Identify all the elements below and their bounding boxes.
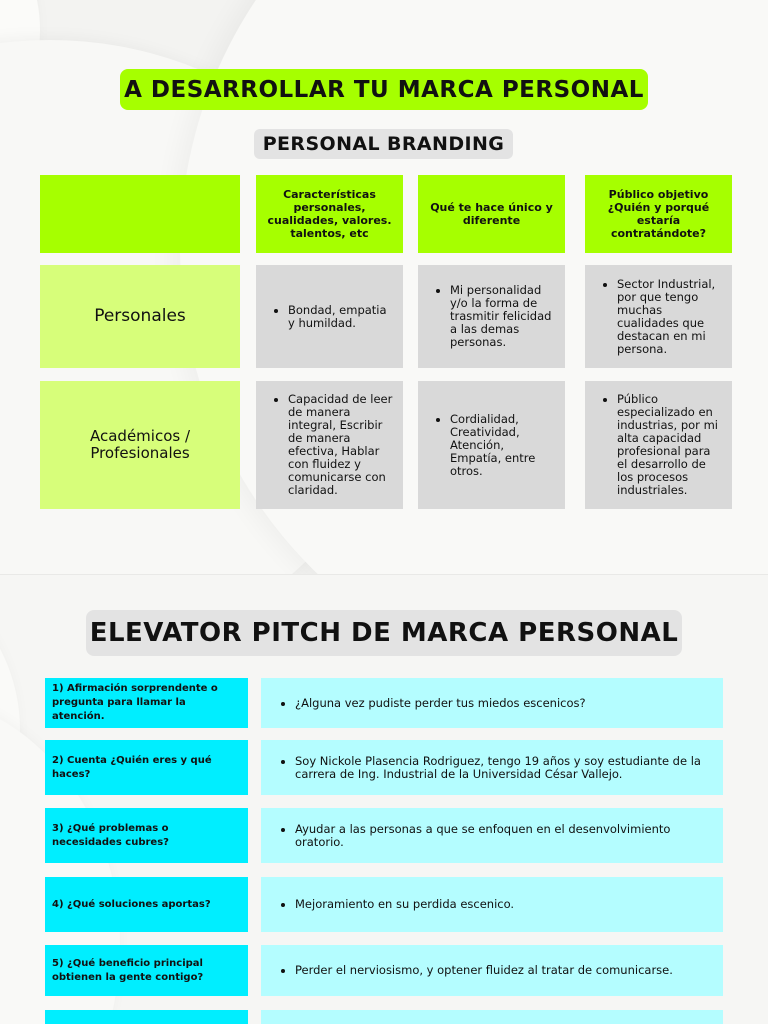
table-header-characteristics: Características personales, cualidades, valores. talentos, etc bbox=[256, 175, 403, 253]
cell-text: • Mi personalidad y/o la forma de trasmitir felicidad a las demas personas. bbox=[450, 284, 555, 349]
pitch-question-partial bbox=[45, 1010, 248, 1024]
table-cell bbox=[418, 265, 565, 368]
table-cell bbox=[256, 381, 403, 509]
table-cell bbox=[256, 265, 403, 368]
pitch-answer-partial bbox=[261, 1010, 723, 1024]
answer-text: • ¿Alguna vez pudiste perder tus miedos escenicos? bbox=[295, 697, 586, 710]
pitch-answer bbox=[261, 877, 723, 932]
pitch-answer bbox=[261, 740, 723, 795]
row-label-academicos: Académicos / Profesionales bbox=[40, 381, 240, 509]
page-title: A DESARROLLAR TU MARCA PERSONAL bbox=[120, 69, 648, 110]
pitch-answer bbox=[261, 808, 723, 863]
pitch-question: 4) ¿Qué soluciones aportas? bbox=[45, 877, 248, 932]
cell-text: • Público especializado en industrias, por mi alta capacidad profesional para el desarrollo de los procesos industriales. bbox=[617, 393, 722, 497]
pitch-answer bbox=[261, 945, 723, 996]
pitch-title: ELEVATOR PITCH DE MARCA PERSONAL bbox=[86, 610, 682, 656]
table-cell bbox=[585, 265, 732, 368]
cell-text: • Sector Industrial, por que tengo muchas cualidades que destacan en mi persona. bbox=[617, 278, 722, 356]
pitch-question: 1) Afirmación sorprendente o pregunta para llamar la atención. bbox=[45, 678, 248, 728]
table-cell bbox=[585, 381, 732, 509]
table-header-empty bbox=[40, 175, 240, 253]
answer-text: • Soy Nickole Plasencia Rodriguez, tengo 19 años y soy estudiante de la carrera de Ing. Industrial de la Universidad César Vallejo. bbox=[295, 755, 709, 781]
table-header-unique: Qué te hace único y diferente bbox=[418, 175, 565, 253]
pitch-question: 2) Cuenta ¿Quién eres y qué haces? bbox=[45, 740, 248, 795]
row-label-personales: Personales bbox=[40, 265, 240, 368]
cell-text: • Bondad, empatia y humildad. bbox=[288, 304, 393, 330]
table-cell bbox=[418, 381, 565, 509]
cell-text: • Capacidad de leer de manera integral, Escribir de manera efectiva, Hablar con fluidez y comunicarse con claridad. bbox=[288, 393, 393, 497]
answer-text: • Mejoramiento en su perdida escenico. bbox=[295, 898, 514, 911]
cell-text: • Cordialidad, Creatividad, Atención, Empatía, entre otros. bbox=[450, 413, 555, 478]
table-header-audience: Público objetivo ¿Quién y porqué estaría contratándote? bbox=[585, 175, 732, 253]
page-subtitle: PERSONAL BRANDING bbox=[254, 129, 513, 159]
answer-text: • Ayudar a las personas a que se enfoquen en el desenvolvimiento oratorio. bbox=[295, 823, 709, 849]
pitch-question: 3) ¿Qué problemas o necesidades cubres? bbox=[45, 808, 248, 863]
answer-text: • Perder el nerviosismo, y optener fluidez al tratar de comunicarse. bbox=[295, 964, 673, 977]
pitch-answer bbox=[261, 678, 723, 728]
pitch-question: 5) ¿Qué beneficio principal obtienen la gente contigo? bbox=[45, 945, 248, 996]
pitch-page bbox=[0, 575, 768, 1024]
